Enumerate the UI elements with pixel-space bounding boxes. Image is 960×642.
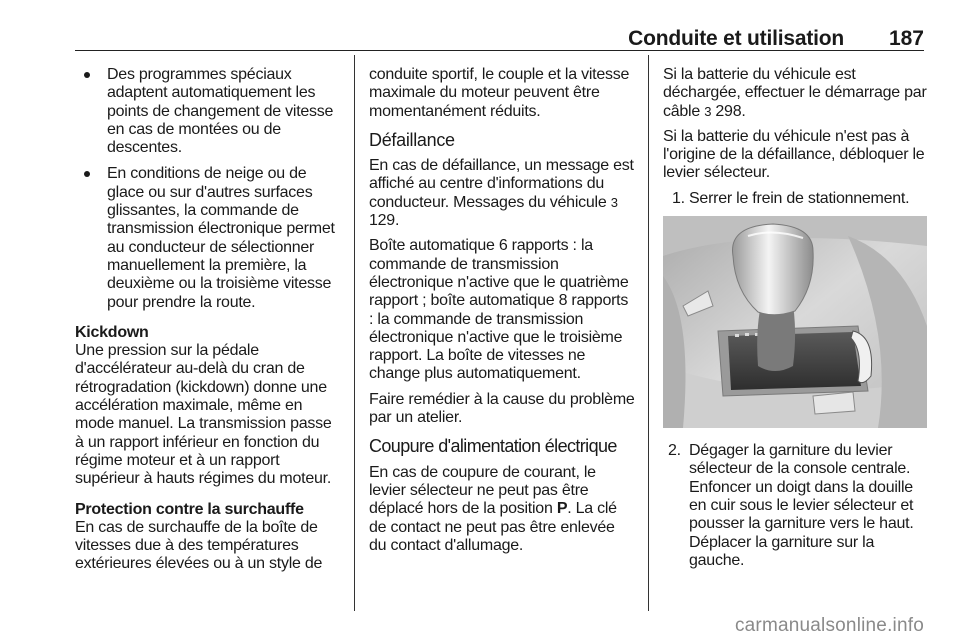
column-2 (369, 66, 635, 562)
coupure-heading: Coupure d'alimentation électrique (369, 436, 617, 457)
position-letter: P (556, 500, 568, 518)
column-divider (648, 55, 649, 611)
step-number: 2. (668, 442, 681, 460)
column-1 (75, 66, 341, 581)
protection-heading: Protection contre la surchauffe (75, 500, 304, 518)
column-divider (354, 55, 355, 611)
step-list (663, 190, 929, 208)
page-header (75, 0, 924, 51)
coupure-paragraph (369, 464, 635, 555)
bullet-list (75, 66, 341, 312)
step-number: 1. (672, 189, 685, 207)
defaillance-text: En cas de défaillance, un message est affiché au centre d'informations du conducteur. Messages du véhicule (369, 157, 634, 211)
continuation-paragraph: conduite sportif, le couple et la vitesse maximale du moteur peuvent être momentanément réduits. (369, 66, 630, 120)
defaillance-paragraph (369, 157, 635, 230)
gear-lever-illustration (663, 216, 927, 428)
step-list (663, 442, 929, 570)
page-number: 187 (888, 27, 924, 50)
list-item (663, 442, 929, 570)
list-item: En conditions de neige ou de glace ou sur d'autres surfaces glissantes, la commande de transmission électronique permet au conducteur de sélectionner manuellement la première, la deuxième ou la troisième vitesse pour prendre la route. (75, 165, 341, 311)
list-item: Des programmes spéciaux adaptent automatiquement les points de changement de vitesse en cas de montées ou de descentes. (75, 66, 341, 157)
coupure-text: En cas de coupure de courant, le levier sélecteur ne peut pas être déplacé hors de la position (369, 463, 596, 518)
page-ref-arrow-icon: 3 (610, 194, 618, 210)
coupure-text-end: . La clé de contact ne peut pas être enlevée du contact d'allumage. (369, 500, 617, 554)
defaillance-heading: Défaillance (369, 129, 455, 150)
batterie-text: Si la batterie du véhicule est déchargée, effectuer le démarrage par câble (663, 66, 927, 120)
page-ref-arrow-icon: 3 (704, 103, 712, 119)
section-title: Conduite et utilisation (628, 27, 844, 50)
step-text: Dégager la garniture du levier sélecteur de la console centrale. Enfoncer un doigt dans la douille en cuir sous le levier sélecteur et pousser la garniture vers le haut. Déplacer la garniture sur la gauche. (689, 442, 914, 569)
kickdown-paragraph: Une pression sur la pédale d'accélérateur au-delà du cran de rétrogradation (kickdown) donne une accélération maximale, même en mode manuel. La transmission passe à un rapport inférieur en fonction du régime moteur et à un rapport supérieur à hauts régimes du moteur. (75, 342, 332, 488)
watermark-text: carmanualsonline.info (734, 615, 924, 636)
remedier-paragraph: Faire remédier à la cause du problème par un atelier. (369, 390, 635, 427)
gear-selector-photo (663, 216, 927, 428)
batterie-paragraph (663, 66, 929, 121)
step-text: Serrer le frein de stationnement. (689, 189, 910, 207)
page-ref-number[interactable]: 298. (715, 102, 746, 120)
protection-paragraph: En cas de surchauffe de la boîte de vitesses due à des températures extérieures élevées ou à un style de (75, 518, 323, 573)
page-ref-number[interactable]: 129. (369, 212, 400, 230)
kickdown-heading: Kickdown (75, 323, 149, 341)
list-item (663, 190, 929, 208)
column-3 (663, 66, 929, 578)
boite-paragraph: Boîte automatique 6 rapports : la commande de transmission électronique n'active que le quatrième rapport ; boîte automatique 8 rapports : la commande de transmission électronique n'active que le troisième rapport. La boîte de vitesses ne change plus automatiquement. (369, 237, 629, 383)
batterie2-paragraph: Si la batterie du véhicule n'est pas à l'origine de la défaillance, débloquer le levier sélecteur. (663, 127, 925, 182)
